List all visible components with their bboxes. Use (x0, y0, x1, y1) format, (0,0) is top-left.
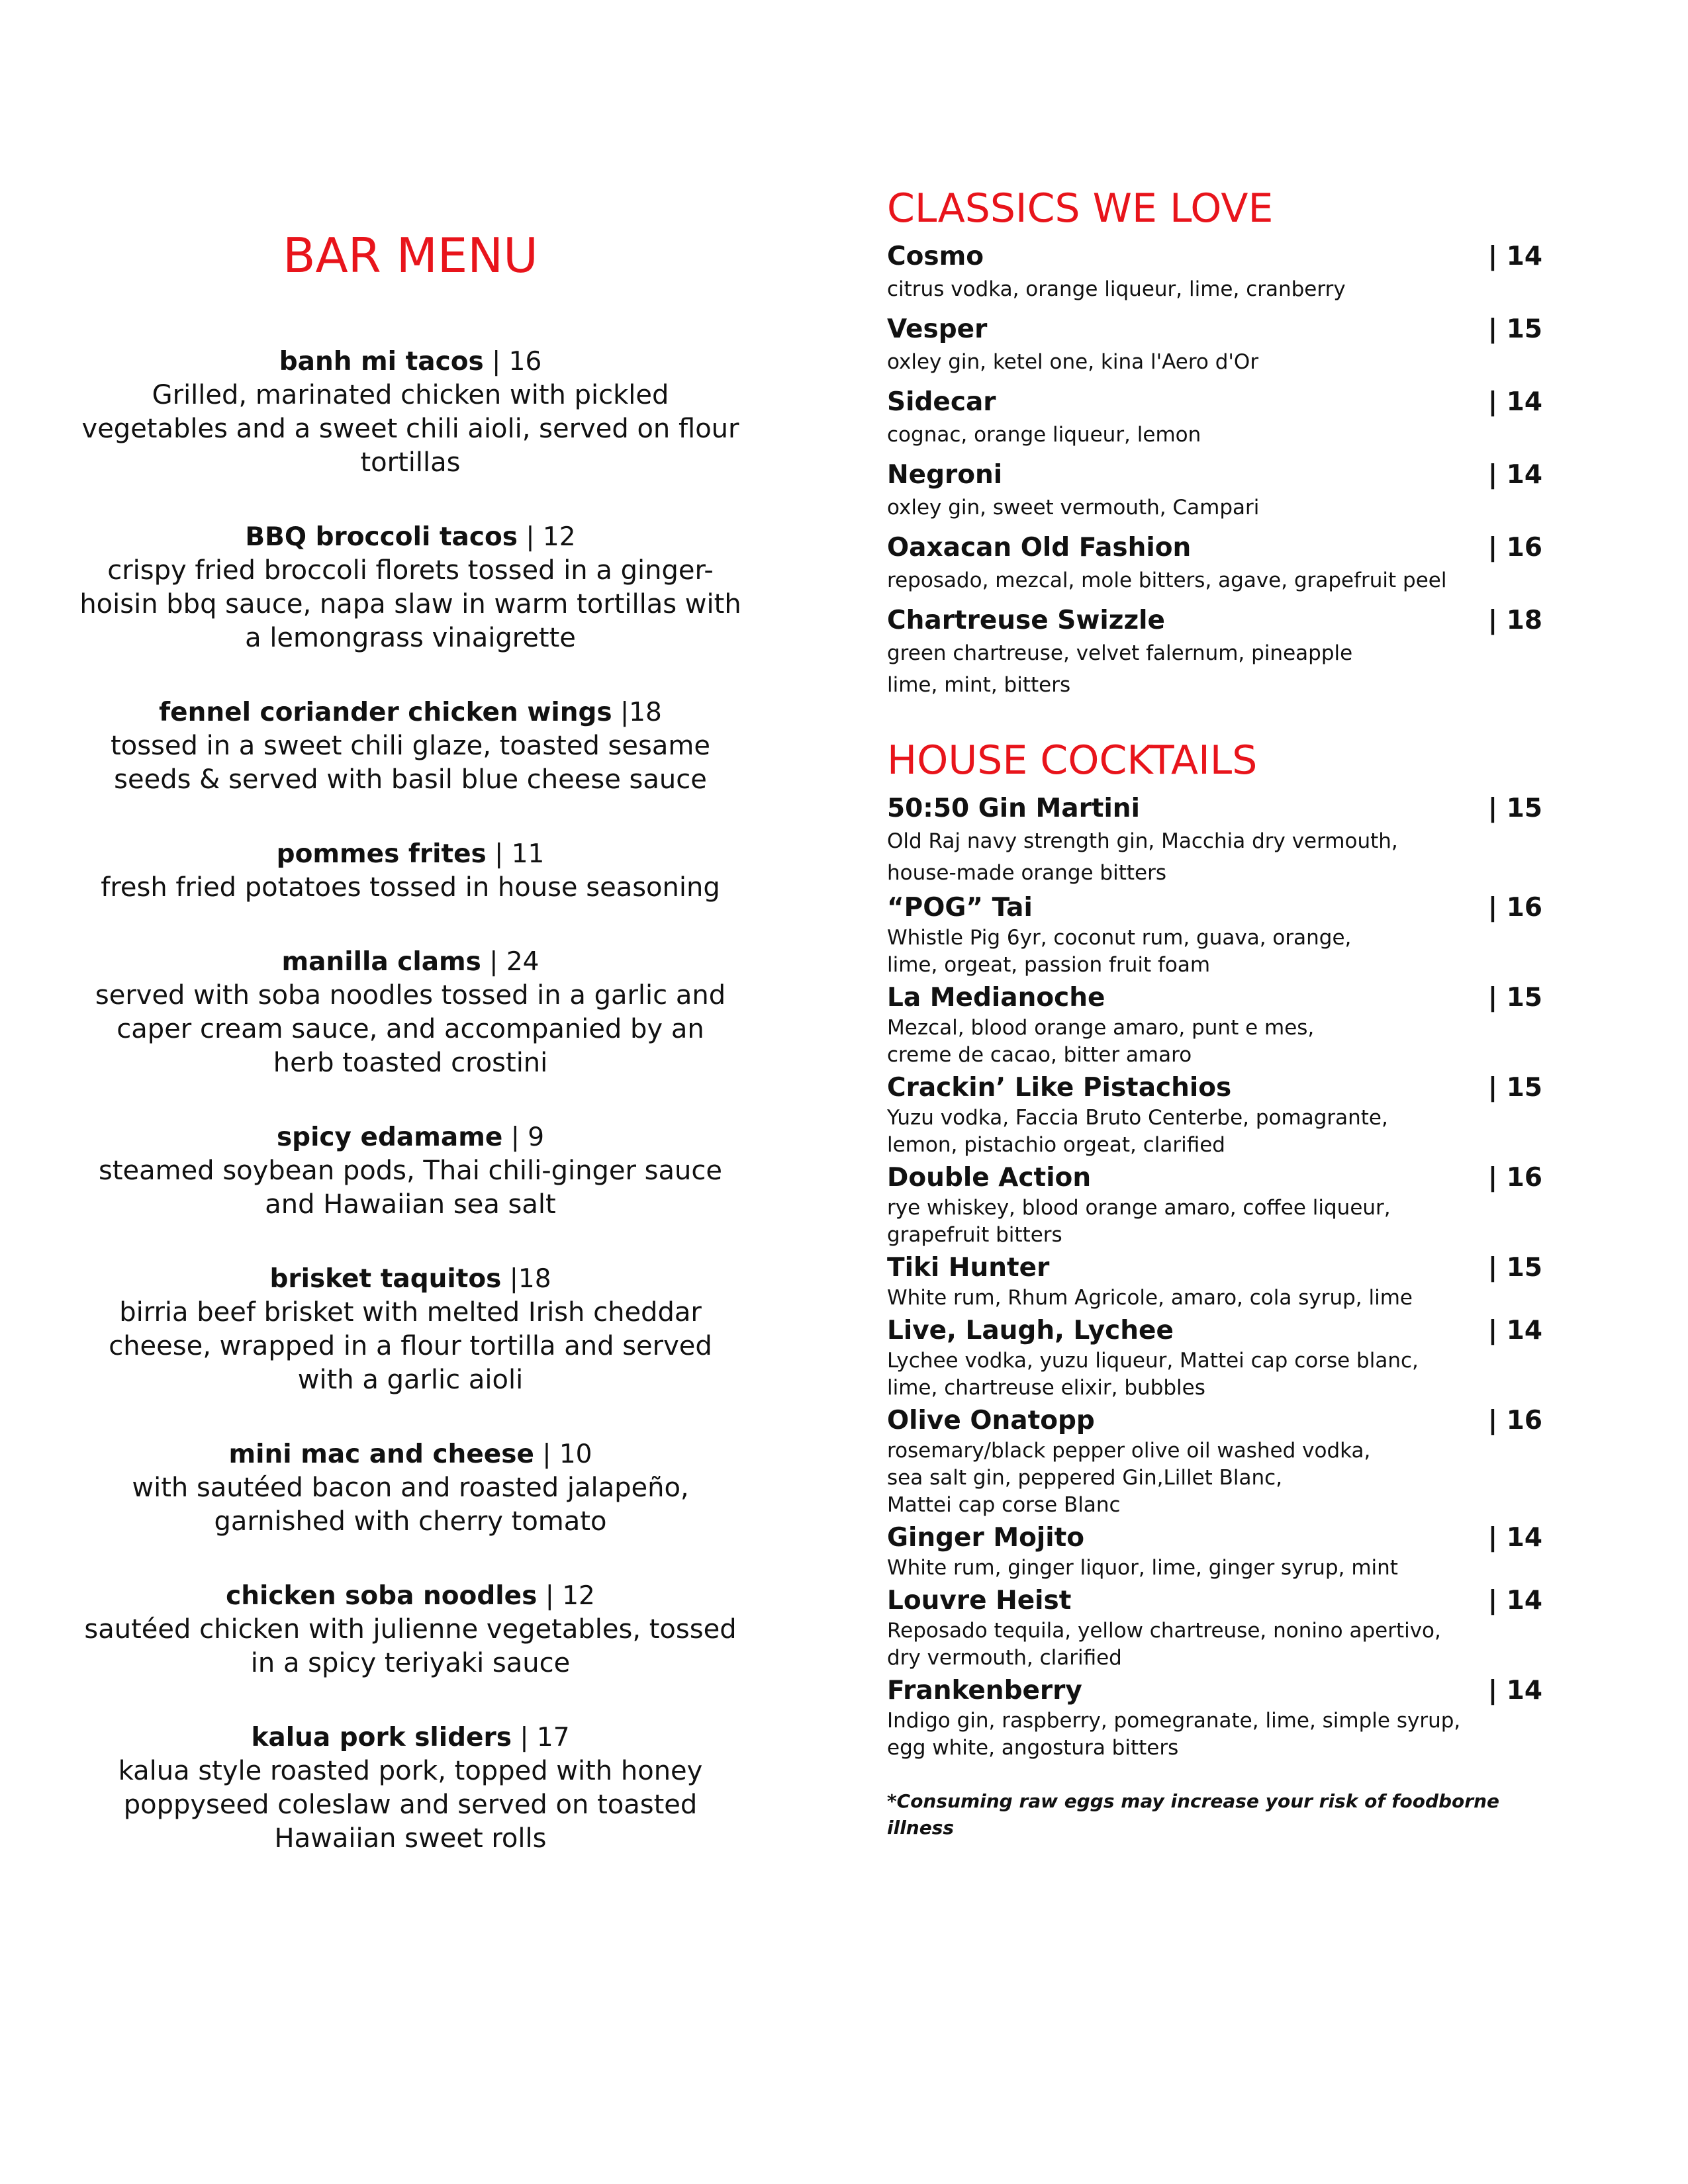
drink-heading (887, 1584, 1549, 1617)
drink-price: | 14 (1487, 387, 1542, 417)
food-item-price: |18 (620, 698, 662, 727)
food-item (73, 838, 748, 905)
drink-name: Sidecar (887, 387, 996, 417)
classics-title: CLASSICS WE LOVE (887, 185, 1274, 232)
drink-description-line: oxley gin, sweet vermouth, Campari (887, 496, 1260, 520)
food-item (73, 1721, 748, 1856)
drink-description-line: lemon, pistachio orgeat, clarified (887, 1133, 1225, 1157)
food-item-description-line: and Hawaiian sea salt (265, 1189, 556, 1220)
drink-item (887, 313, 1549, 378)
drink-price: | 16 (1487, 1406, 1542, 1435)
drink-price: | 15 (1487, 983, 1542, 1013)
drink-description-line: house-made orange bitters (887, 861, 1166, 885)
classics-list (887, 240, 1549, 701)
food-item (73, 1580, 748, 1680)
drink-description (887, 1555, 1549, 1582)
drink-description (887, 273, 1549, 305)
drink-description (887, 565, 1549, 596)
drink-name: Olive Onatopp (887, 1406, 1095, 1435)
drink-price: | 14 (1487, 460, 1542, 490)
drink-item (887, 1251, 1549, 1312)
food-item-description-line: Grilled, marinated chicken with pickled (152, 380, 669, 410)
drink-item (887, 531, 1549, 596)
house-cocktails-title: HOUSE COCKTAILS (887, 737, 1258, 784)
food-item-name: BBQ broccoli tacos (245, 522, 518, 552)
food-item-price: | 9 (510, 1122, 545, 1152)
food-item-heading (73, 345, 748, 379)
drink-description-line: lime, mint, bitters (887, 673, 1071, 697)
drink-heading (887, 1071, 1549, 1105)
food-item (73, 345, 748, 480)
food-item-description-line: served with soba noodles tossed in a garlic and (95, 980, 726, 1011)
drink-price: | 15 (1487, 1253, 1542, 1283)
food-item (73, 946, 748, 1080)
drink-name: Vesper (887, 314, 988, 344)
food-item-description-line: caper cream sauce, and accompanied by an (117, 1014, 704, 1044)
drink-heading (887, 1251, 1549, 1285)
drink-heading (887, 313, 1549, 346)
drink-description (887, 346, 1549, 378)
drink-heading (887, 1674, 1549, 1707)
drink-item (887, 1404, 1549, 1519)
drink-price: | 18 (1487, 606, 1542, 635)
food-item-description-line: tortillas (360, 447, 461, 478)
drink-description-line: White rum, Rhum Agricole, amaro, cola syrup, lime (887, 1286, 1413, 1310)
drink-price: | 16 (1487, 1163, 1542, 1193)
drink-description (887, 1105, 1549, 1159)
drink-description-line: green chartreuse, velvet falernum, pineapple (887, 641, 1353, 665)
bar-menu-section (73, 228, 748, 1897)
drink-item (887, 792, 1549, 889)
drink-name: Frankenberry (887, 1676, 1082, 1706)
drink-name: Cosmo (887, 242, 984, 271)
drink-description (887, 492, 1549, 523)
food-item (73, 696, 748, 797)
drink-price: | 16 (1487, 893, 1542, 923)
drink-description-line: cognac, orange liqueur, lemon (887, 423, 1201, 447)
drink-name: Live, Laugh, Lychee (887, 1316, 1174, 1345)
drink-description-line: oxley gin, ketel one, kina l'Aero d'Or (887, 350, 1259, 374)
drink-heading (887, 604, 1549, 637)
food-item-price: | 17 (520, 1723, 570, 1752)
drink-price: | 14 (1487, 242, 1542, 271)
food-item-name: chicken soba noodles (226, 1581, 538, 1611)
drink-name: Tiki Hunter (887, 1253, 1050, 1283)
food-item-description-line: with sautéed bacon and roasted jalapeño, (132, 1473, 689, 1503)
food-item-description-line: in a spicy teriyaki sauce (250, 1648, 571, 1678)
food-item-name: brisket taquitos (269, 1264, 502, 1294)
food-item-name: fennel coriander chicken wings (159, 698, 612, 727)
food-item (73, 1263, 748, 1397)
drink-name: La Medianoche (887, 983, 1105, 1013)
food-item-price: | 12 (545, 1581, 595, 1611)
drink-price: | 14 (1487, 1316, 1542, 1345)
drink-description-line: sea salt gin, peppered Gin,Lillet Blanc, (887, 1466, 1283, 1490)
food-item-price: | 11 (494, 839, 545, 869)
food-item-description-line: garnished with cherry tomato (214, 1506, 607, 1537)
drink-item (887, 1584, 1549, 1672)
food-item-description-line: cheese, wrapped in a flour tortilla and served (109, 1331, 712, 1361)
drink-item (887, 386, 1549, 451)
food-item-description-line: crispy fried broccoli florets tossed in a ginger- (107, 555, 714, 586)
food-item (73, 1121, 748, 1222)
food-item-description-line: sautéed chicken with julienne vegetables, tossed (84, 1614, 737, 1645)
food-item-description-line: poppyseed coleslaw and served on toasted (123, 1790, 698, 1820)
food-item-heading (73, 1438, 748, 1471)
drink-description-line: egg white, angostura bitters (887, 1736, 1179, 1760)
food-item-name: mini mac and cheese (228, 1439, 534, 1469)
drink-heading (887, 891, 1549, 925)
drink-item (887, 1674, 1549, 1762)
food-item-price: | 24 (489, 947, 539, 977)
food-item-description-line: tossed in a sweet chili glaze, toasted sesame (111, 731, 710, 761)
house-cocktails-section (887, 737, 1549, 1762)
drink-item (887, 1314, 1549, 1402)
food-item-heading (73, 1121, 748, 1154)
food-item-heading (73, 1721, 748, 1754)
drink-item (887, 1161, 1549, 1249)
drink-description (887, 637, 1549, 701)
drink-item (887, 981, 1549, 1069)
drink-description-line: Mezcal, blood orange amaro, punt e mes, (887, 1016, 1315, 1040)
drink-name: Negroni (887, 460, 1003, 490)
drink-name: Crackin’ Like Pistachios (887, 1073, 1232, 1103)
food-item-heading (73, 521, 748, 554)
drink-heading (887, 981, 1549, 1015)
drink-item (887, 459, 1549, 523)
drink-heading (887, 531, 1549, 565)
food-item-description-line: seeds & served with basil blue cheese sauce (114, 764, 707, 795)
drink-description-line: rye whiskey, blood orange amaro, coffee liqueur, (887, 1196, 1391, 1220)
drink-description (887, 925, 1549, 979)
food-item-heading (73, 838, 748, 871)
drink-price: | 15 (1487, 794, 1542, 823)
drink-description (887, 1707, 1549, 1762)
drink-description-line: lime, chartreuse elixir, bubbles (887, 1376, 1205, 1400)
drink-description (887, 1285, 1549, 1312)
food-item-description-line: birria beef brisket with melted Irish cheddar (119, 1297, 702, 1328)
drink-heading (887, 1161, 1549, 1195)
drink-name: Ginger Mojito (887, 1523, 1085, 1553)
drink-description-line: creme de cacao, bitter amaro (887, 1043, 1192, 1067)
drink-name: Double Action (887, 1163, 1092, 1193)
drink-name: “POG” Tai (887, 893, 1033, 923)
food-item-heading (73, 696, 748, 729)
drink-name: Chartreuse Swizzle (887, 606, 1165, 635)
drink-heading (887, 792, 1549, 825)
drink-price: | 15 (1487, 1073, 1542, 1103)
drink-heading (887, 240, 1549, 273)
bar-menu-title: BAR MENU (283, 228, 538, 283)
food-item-description-line: herb toasted crostini (273, 1048, 548, 1078)
drink-description-line: Whistle Pig 6yr, coconut rum, guava, orange, (887, 926, 1352, 950)
drink-description-line: Mattei cap corse Blanc (887, 1493, 1121, 1517)
food-item-description-line: kalua style roasted pork, topped with honey (118, 1756, 703, 1786)
drink-name: Louvre Heist (887, 1586, 1072, 1615)
food-item-name: pommes frites (276, 839, 487, 869)
drink-heading (887, 1314, 1549, 1347)
drink-price: | 16 (1487, 533, 1542, 563)
house-cocktails-list (887, 792, 1549, 1762)
drink-description-line: Lychee vodka, yuzu liqueur, Mattei cap corse blanc, (887, 1349, 1419, 1373)
drink-description-line: Old Raj navy strength gin, Macchia dry vermouth, (887, 829, 1398, 853)
food-item-heading (73, 1580, 748, 1613)
food-item-price: | 12 (526, 522, 576, 552)
food-item-description-line: Hawaiian sweet rolls (274, 1823, 547, 1854)
drink-heading (887, 459, 1549, 492)
food-item-description-line: vegetables and a sweet chili aioli, served on flour (81, 414, 739, 444)
drink-price: | 15 (1487, 314, 1542, 344)
classics-section (887, 185, 1549, 701)
food-item-name: banh mi tacos (279, 347, 484, 377)
drink-description (887, 1195, 1549, 1249)
drink-item (887, 240, 1549, 305)
drink-item (887, 1522, 1549, 1582)
food-item (73, 1438, 748, 1539)
food-item-price: |18 (509, 1264, 551, 1294)
drink-heading (887, 1404, 1549, 1437)
drink-description-line: Yuzu vodka, Faccia Bruto Centerbe, pomagrante, (887, 1106, 1388, 1130)
drink-description (887, 825, 1549, 889)
food-item-price: | 10 (542, 1439, 592, 1469)
drink-item (887, 604, 1549, 701)
food-item-description-line: hoisin bbq sauce, napa slaw in warm tortillas with (79, 589, 741, 619)
drink-description-line: citrus vodka, orange liqueur, lime, cranberry (887, 277, 1346, 301)
drink-name: 50:50 Gin Martini (887, 794, 1140, 823)
food-item-name: kalua pork sliders (251, 1723, 512, 1752)
drink-description-line: Reposado tequila, yellow chartreuse, nonino apertivo, (887, 1619, 1441, 1643)
food-item (73, 521, 748, 655)
drink-item (887, 1071, 1549, 1159)
food-item-description-line: steamed soybean pods, Thai chili-ginger sauce (99, 1156, 722, 1186)
drink-description-line: Indigo gin, raspberry, pomegranate, lime, simple syrup, (887, 1709, 1461, 1733)
food-item-description-line: a lemongrass vinaigrette (245, 623, 576, 653)
drink-price: | 14 (1487, 1586, 1542, 1615)
food-item-price: | 16 (492, 347, 542, 377)
food-item-heading (73, 1263, 748, 1296)
food-list (73, 345, 748, 1856)
drink-description-line: White rum, ginger liquor, lime, ginger syrup, mint (887, 1556, 1398, 1580)
drink-description (887, 419, 1549, 451)
drink-description-line: lime, orgeat, passion fruit foam (887, 953, 1211, 977)
drink-description-line: rosemary/black pepper olive oil washed vodka, (887, 1439, 1371, 1463)
drink-price: | 14 (1487, 1676, 1542, 1706)
raw-egg-disclaimer: *Consuming raw eggs may increase your risk of foodborne illness (887, 1790, 1499, 1839)
food-item-name: spicy edamame (276, 1122, 503, 1152)
drink-description (887, 1015, 1549, 1069)
drink-heading (887, 386, 1549, 419)
drink-description (887, 1437, 1549, 1519)
drink-description (887, 1347, 1549, 1402)
drink-item (887, 891, 1549, 979)
drinks-column (887, 185, 1549, 1841)
drink-description-line: grapefruit bitters (887, 1223, 1062, 1247)
drink-description-line: reposado, mezcal, mole bitters, agave, grapefruit peel (887, 569, 1447, 592)
drink-description (887, 1617, 1549, 1672)
drink-heading (887, 1522, 1549, 1555)
drink-description-line: dry vermouth, clarified (887, 1646, 1122, 1670)
food-item-name: manilla clams (281, 947, 481, 977)
food-item-heading (73, 946, 748, 979)
drink-price: | 14 (1487, 1523, 1542, 1553)
food-item-description-line: with a garlic aioli (297, 1365, 524, 1395)
food-item-description-line: fresh fried potatoes tossed in house seasoning (101, 872, 720, 903)
drink-name: Oaxacan Old Fashion (887, 533, 1192, 563)
